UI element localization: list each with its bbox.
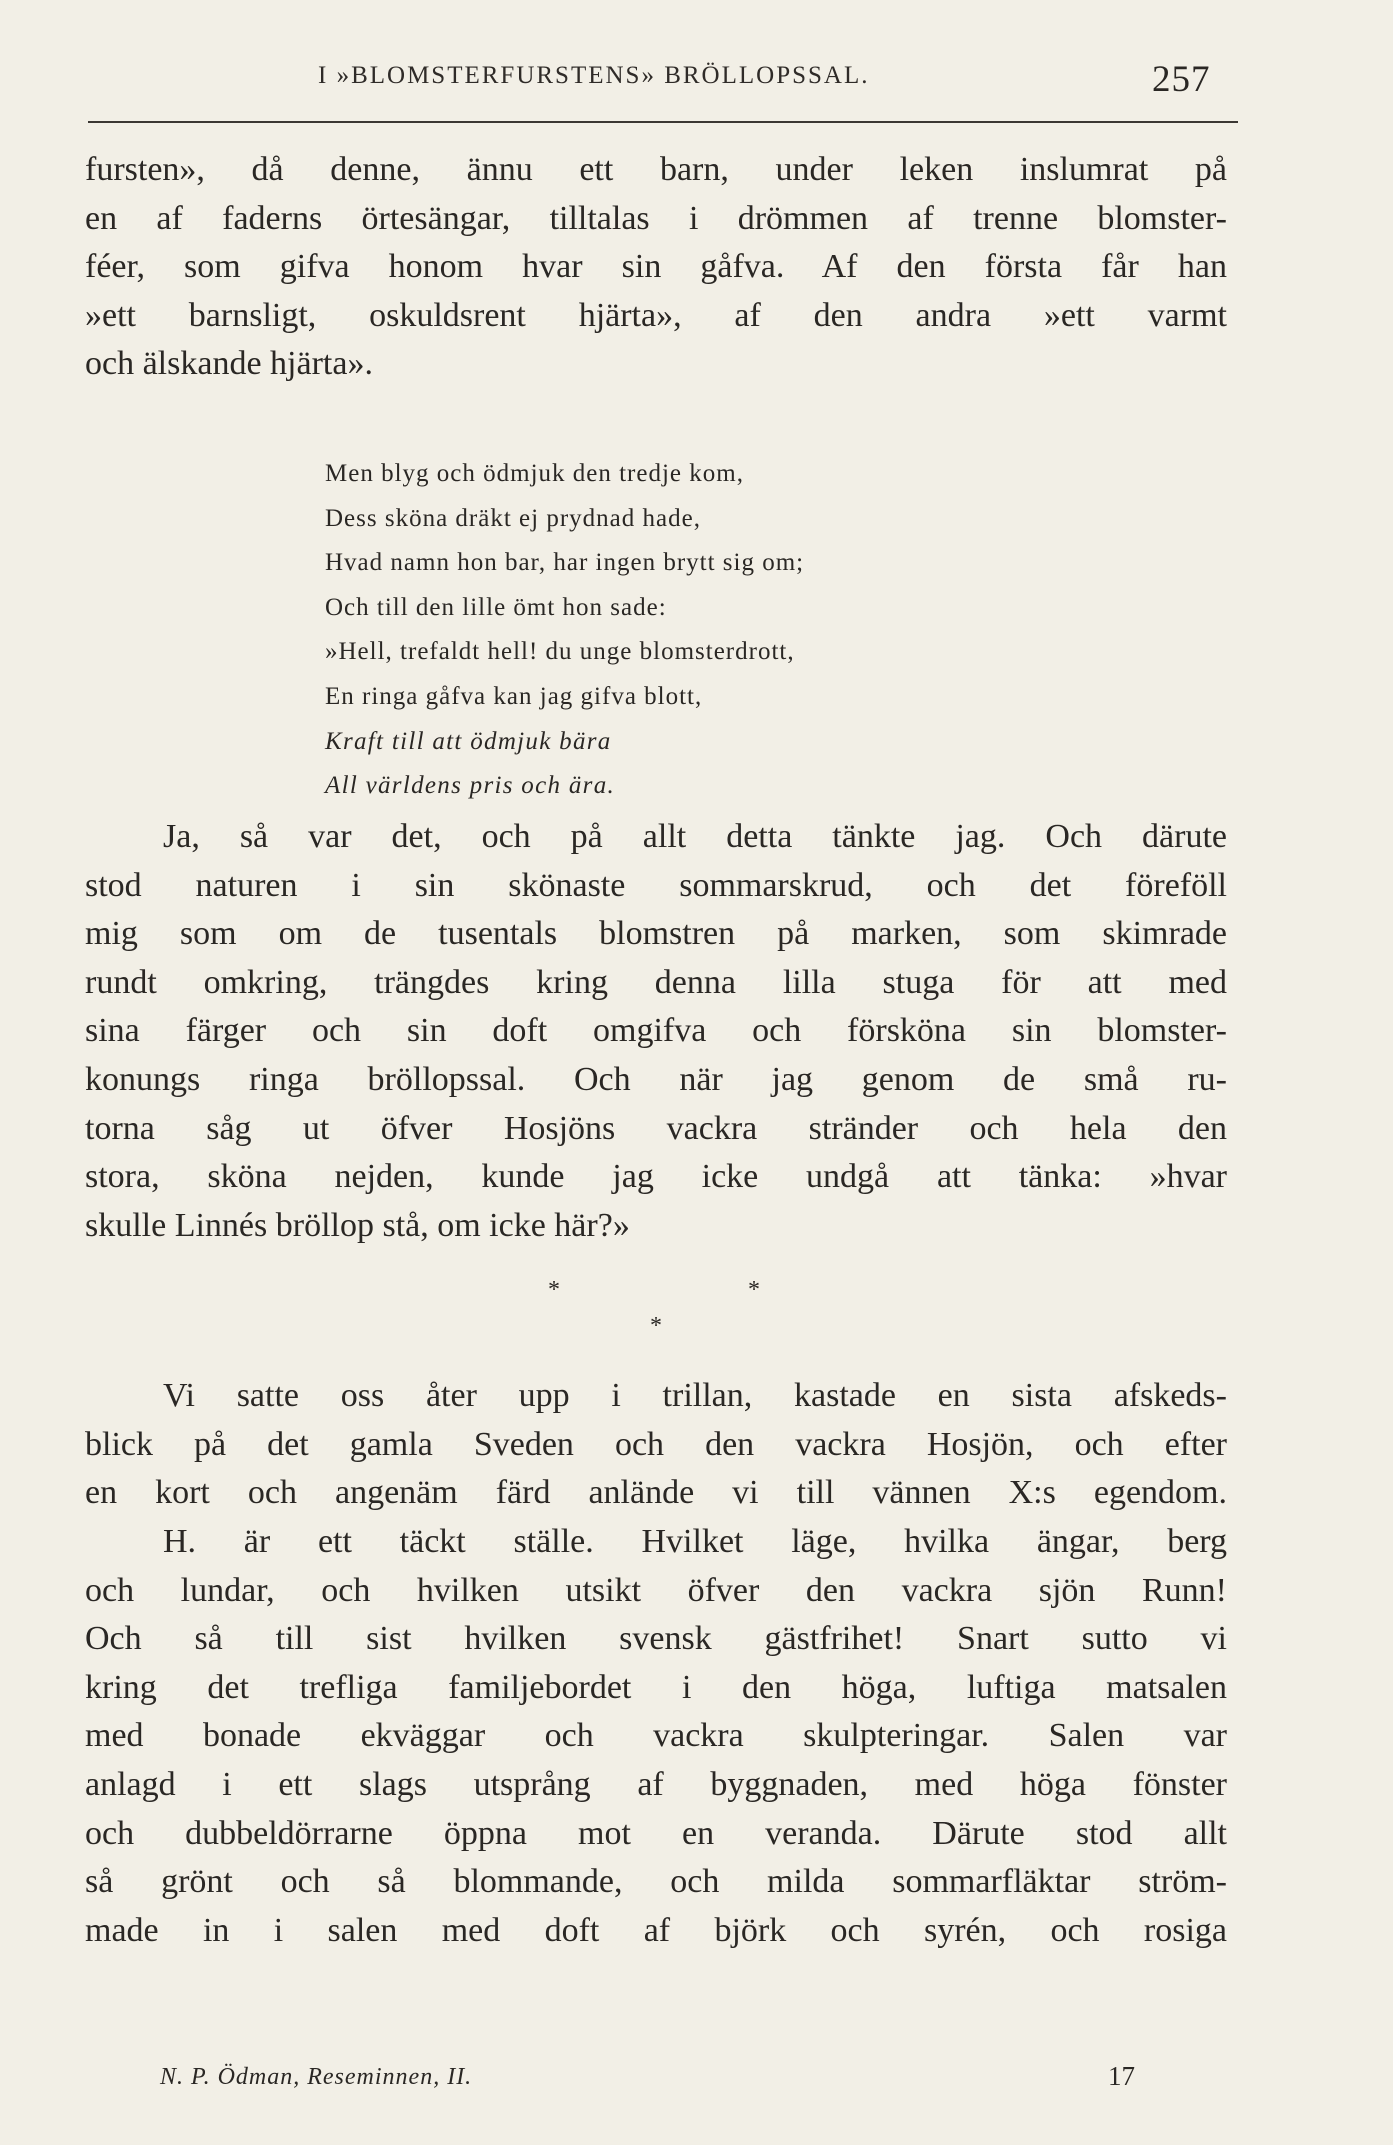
verse-line: »Hell, trefaldt hell! du unge blomsterdrott, — [325, 638, 795, 666]
text-line: torna såg ut öfver Hosjöns vackra stränder och hela den — [85, 1109, 1227, 1147]
text-line: H. är ett täckt ställe. Hvilket läge, hvilka ängar, berg — [163, 1523, 1227, 1560]
paragraph-2 — [85, 813, 1227, 1250]
text-line: sina färger och sin doft omgifva och försköna sin blomster- — [85, 1012, 1227, 1050]
text-line: Och så till sist hvilken svensk gästfrihet! Snart sutto vi — [85, 1620, 1227, 1658]
verse-line: Och till den lille ömt hon sade: — [325, 593, 667, 621]
footer-signature: N. P. Ödman, Reseminnen, II. — [160, 2064, 473, 2090]
text-line: skulle Linnés bröllop stå, om icke här?» — [85, 1206, 630, 1244]
text-line: stod naturen i sin skönaste sommarskrud, och det föreföll — [85, 866, 1227, 904]
text-line: och lundar, och hvilken utsikt öfver den vackra sjön Runn! — [85, 1571, 1227, 1609]
page-number: 257 — [1152, 59, 1211, 100]
paragraph-1 — [85, 146, 1227, 389]
verse-line: En ringa gåfva kan jag gifva blott, — [325, 682, 703, 710]
sheet-mark: 17 — [1108, 2061, 1135, 2091]
header-rule — [88, 121, 1238, 123]
asterisk-glyph: * — [548, 1277, 560, 1303]
text-line: och älskande hjärta». — [85, 345, 373, 383]
text-line: fursten», då denne, ännu ett barn, under leken inslumrat på — [85, 151, 1227, 188]
text-line: konungs ringa bröllopssal. Och när jag genom de små ru- — [85, 1060, 1227, 1098]
poem-stanza — [325, 452, 1045, 809]
text-line: blick på det gamla Sveden och den vackra Hosjön, och efter — [85, 1425, 1227, 1463]
text-line: så grönt och så blommande, och milda sommarfläktar ström- — [85, 1863, 1227, 1901]
text-line: made in i salen med doft af björk och syrén, och rosiga — [85, 1911, 1227, 1949]
text-line: mig som om de tusentals blomstren på marken, som skimrade — [85, 915, 1227, 953]
text-line: en kort och angenäm färd anlände vi till vännen X:s egendom. — [85, 1474, 1227, 1512]
paragraph-3 — [85, 1372, 1227, 1518]
text-line: rundt omkring, trängdes kring denna lilla stuga för att med — [85, 963, 1227, 1001]
section-separator — [0, 1270, 1393, 1339]
verse-line: Men blyg och ödmjuk den tredje kom, — [325, 460, 744, 487]
text-line: stora, sköna nejden, kunde jag icke undgå att tänka: »hvar — [85, 1158, 1227, 1196]
verse-line-italic: All världens pris och ära. — [325, 772, 616, 800]
text-line: kring det trefliga familjebordet i den höga, luftiga matsalen — [85, 1668, 1227, 1706]
text-line: och dubbeldörrarne öppna mot en veranda. Därute stod allt — [85, 1814, 1227, 1852]
verse-line: Dess sköna dräkt ej prydnad hade, — [325, 504, 701, 532]
text-line: »ett barnsligt, oskuldsrent hjärta», af den andra »ett varmt — [85, 296, 1227, 334]
text-line: anlagd i ett slags utsprång af byggnaden, med höga fönster — [85, 1765, 1227, 1803]
text-line: en af faderns örtesängar, tilltalas i drömmen af trenne blomster- — [85, 199, 1227, 237]
asterisk-glyph: * — [650, 1313, 662, 1339]
text-line: féer, som gifva honom hvar sin gåfva. Af den första får han — [85, 248, 1227, 286]
verse-line: Hvad namn hon bar, har ingen brytt sig om; — [325, 549, 805, 577]
text-line: Ja, så var det, och på allt detta tänkte jag. Och därute — [163, 818, 1227, 855]
verse-line-italic: Kraft till att ödmjuk bära — [325, 727, 612, 755]
asterisk-glyph: * — [748, 1277, 760, 1303]
text-line: Vi satte oss åter upp i trillan, kastade en sista afskeds- — [163, 1377, 1227, 1414]
running-title: I »BLOMSTERFURSTENS» BRÖLLOPSSAL. — [318, 62, 870, 89]
text-line: med bonade ekväggar och vackra skulpteringar. Salen var — [85, 1717, 1227, 1755]
paragraph-4 — [85, 1518, 1227, 1955]
